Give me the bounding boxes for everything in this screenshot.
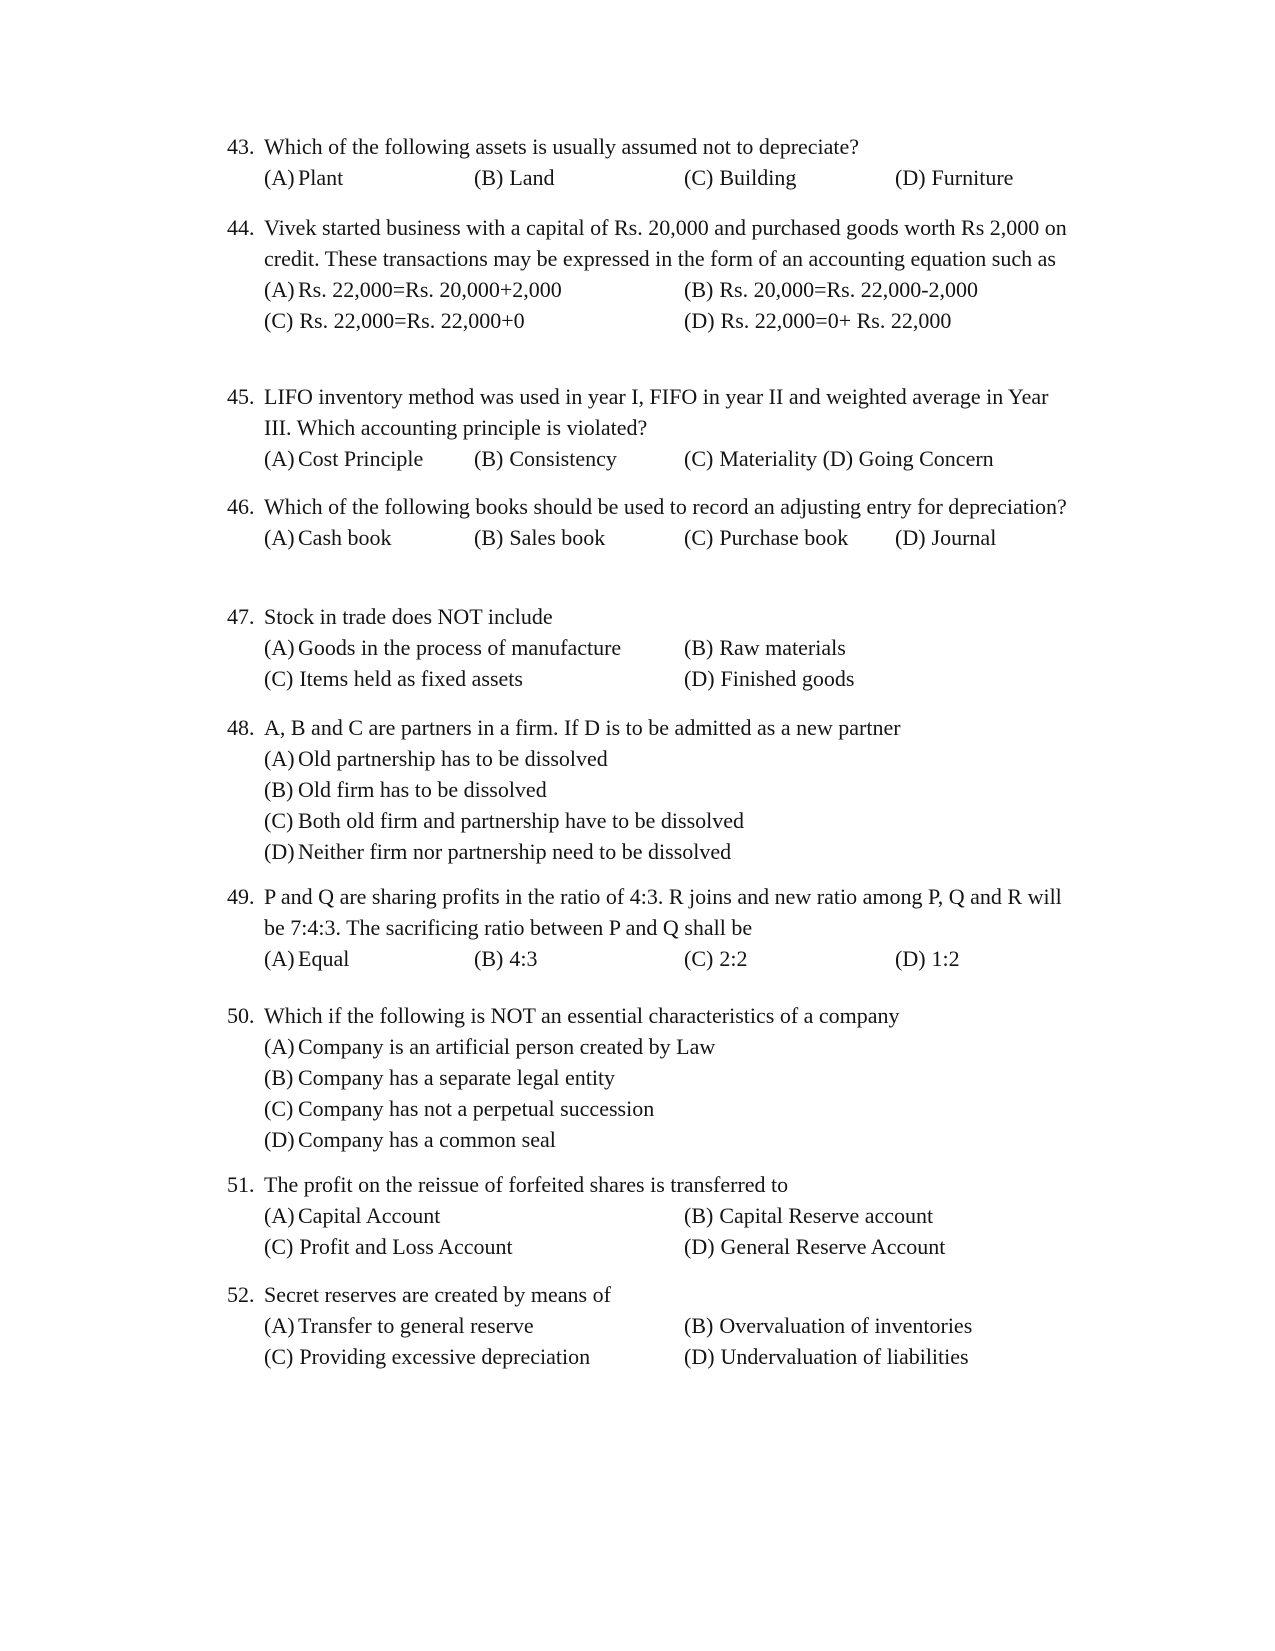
- option-c: (C) Building: [684, 165, 797, 190]
- option-b: (B) Old firm has to be dissolved: [264, 777, 547, 802]
- question-43: [227, 131, 1072, 193]
- options-row: [264, 305, 1072, 336]
- options: [264, 743, 1072, 867]
- question-stem: [227, 1000, 1072, 1031]
- option-a: (A) Transfer to general reserve: [264, 1313, 534, 1338]
- question-stem: [227, 601, 1072, 632]
- question-stem: [227, 381, 1072, 443]
- question-text: The profit on the reissue of forfeited shares is transferred to: [264, 1172, 789, 1197]
- question-text: Stock in trade does NOT include: [264, 604, 553, 629]
- option-c: (C) Profit and Loss Account: [264, 1234, 513, 1259]
- question-text: LIFO inventory method was used in year I, FIFO in year II and weighted average in Year III. Which accounting principle is violated?: [264, 384, 1049, 440]
- options-row: [264, 1200, 1072, 1231]
- option-a: (A) Equal: [264, 946, 350, 971]
- question-51: [227, 1169, 1072, 1262]
- option-b: (B) Capital Reserve account: [684, 1203, 934, 1228]
- question-number: 51.: [227, 1172, 255, 1197]
- question-number: 47.: [227, 604, 255, 629]
- option-d: (D) Undervaluation of liabilities: [684, 1344, 969, 1369]
- options-row: [264, 162, 1072, 193]
- option-d: (D) General Reserve Account: [684, 1234, 946, 1259]
- question-44: [227, 212, 1072, 336]
- option-c: (C) Company has not a perpetual succession: [264, 1096, 655, 1121]
- options-row: [264, 1310, 1072, 1341]
- options: [264, 943, 1072, 974]
- option-c-d: (C) Materiality (D) Going Concern: [684, 446, 994, 471]
- option-b: (B) 4:3: [474, 946, 538, 971]
- option-b: (B) Rs. 20,000=Rs. 22,000-2,000: [684, 277, 979, 302]
- options-row: [264, 1231, 1072, 1262]
- question-50: [227, 1000, 1072, 1155]
- options: [264, 1310, 1072, 1372]
- option-b: (B) Company has a separate legal entity: [264, 1065, 616, 1090]
- question-45: [227, 381, 1072, 474]
- question-number: 43.: [227, 134, 255, 159]
- question-text: A, B and C are partners in a firm. If D is to be admitted as a new partner: [264, 715, 901, 740]
- options: [264, 1031, 1072, 1155]
- options-row: [264, 274, 1072, 305]
- options: [264, 443, 1072, 474]
- option-c: (C) Items held as fixed assets: [264, 666, 523, 691]
- question-number: 52.: [227, 1282, 255, 1307]
- options-row: [264, 943, 1072, 974]
- option-c: (C) Rs. 22,000=Rs. 22,000+0: [264, 308, 525, 333]
- question-stem: [227, 881, 1072, 943]
- option-b: (B) Consistency: [474, 446, 617, 471]
- question-stem: [227, 1169, 1072, 1200]
- question-number: 50.: [227, 1003, 255, 1028]
- option-c: (C) Both old firm and partnership have to be dissolved: [264, 808, 745, 833]
- options: [264, 274, 1072, 336]
- question-number: 46.: [227, 494, 255, 519]
- options: [264, 1200, 1072, 1262]
- option-a: (A) Capital Account: [264, 1203, 441, 1228]
- option-a: (A) Old partnership has to be dissolved: [264, 746, 608, 771]
- option-a: (A) Rs. 22,000=Rs. 20,000+2,000: [264, 277, 562, 302]
- options: [264, 162, 1072, 193]
- question-stem: [227, 712, 1072, 743]
- question-stem: [227, 212, 1072, 274]
- option-d: (D) Company has a common seal: [264, 1127, 556, 1152]
- option-d: (D) Furniture: [895, 165, 1014, 190]
- options-row: [264, 663, 1072, 694]
- option-d: (D) Finished goods: [684, 666, 855, 691]
- option-b: (B) Land: [474, 165, 555, 190]
- option-a: (A) Goods in the process of manufacture: [264, 635, 622, 660]
- question-52: [227, 1279, 1072, 1372]
- option-c: (C) 2:2: [684, 946, 748, 971]
- option-c: (C) Purchase book: [684, 525, 849, 550]
- option-b: (B) Sales book: [474, 525, 606, 550]
- question-stem: [227, 131, 1072, 162]
- question-49: [227, 881, 1072, 974]
- option-a: (A) Cost Principle: [264, 446, 424, 471]
- question-stem: [227, 491, 1072, 522]
- option-d: (D) 1:2: [895, 946, 960, 971]
- question-text: Which of the following assets is usually assumed not to depreciate?: [264, 134, 860, 159]
- options-row: [264, 522, 1072, 553]
- option-d: (D) Rs. 22,000=0+ Rs. 22,000: [684, 308, 952, 333]
- question-47: [227, 601, 1072, 694]
- question-text: P and Q are sharing profits in the ratio of 4:3. R joins and new ratio among P, Q and R will be 7:4:3. The sacrificing ratio between P and Q shall be: [264, 884, 1062, 940]
- question-text: Which if the following is NOT an essential characteristics of a company: [264, 1003, 900, 1028]
- question-number: 49.: [227, 884, 255, 909]
- option-a: (A) Plant: [264, 165, 344, 190]
- options: [264, 632, 1072, 694]
- options-row: [264, 1341, 1072, 1372]
- question-number: 44.: [227, 215, 255, 240]
- option-a: (A) Cash book: [264, 525, 392, 550]
- option-b: (B) Raw materials: [684, 635, 846, 660]
- option-b: (B) Overvaluation of inventories: [684, 1313, 973, 1338]
- question-number: 48.: [227, 715, 255, 740]
- question-stem: [227, 1279, 1072, 1310]
- options: [264, 522, 1072, 553]
- option-a: (A) Company is an artificial person created by Law: [264, 1034, 716, 1059]
- question-number: 45.: [227, 384, 255, 409]
- options-row: [264, 632, 1072, 663]
- option-d: (D) Journal: [895, 525, 997, 550]
- question-48: [227, 712, 1072, 867]
- question-46: [227, 491, 1072, 553]
- options-row: [264, 443, 1072, 474]
- question-text: Secret reserves are created by means of: [264, 1282, 611, 1307]
- option-d: (D) Neither firm nor partnership need to be dissolved: [264, 839, 732, 864]
- option-c: (C) Providing excessive depreciation: [264, 1344, 591, 1369]
- question-text: Vivek started business with a capital of Rs. 20,000 and purchased goods worth Rs 2,000 on credit. These transactions may be expressed in the form of an accounting equation such as: [264, 215, 1067, 271]
- question-text: Which of the following books should be used to record an adjusting entry for depreciation?: [264, 494, 1067, 519]
